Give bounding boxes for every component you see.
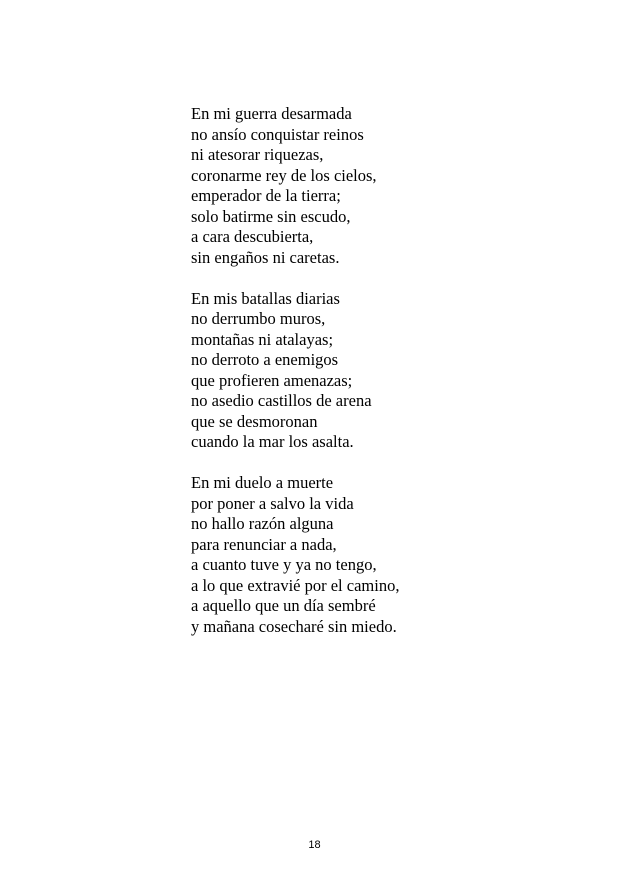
poem-line: no ansío conquistar reinos — [191, 124, 364, 144]
poem-line: ni atesorar riquezas, — [191, 145, 324, 164]
poem-line: sin engaños ni caretas. — [191, 247, 340, 267]
poem-line: que se desmoronan — [191, 411, 318, 431]
poem-line: solo batirme sin escudo, — [191, 206, 351, 226]
poem-line: a cara descubierta, — [191, 227, 314, 246]
poem-line: En mi guerra desarmada — [191, 104, 352, 123]
poem-line: a cuanto tuve y ya no tengo, — [191, 555, 377, 574]
poem-line: En mis batallas diarias — [191, 288, 340, 308]
poem-line: a lo que extravié por el camino, — [191, 575, 400, 595]
stanza-1 — [191, 104, 591, 268]
poem-line: no hallo razón alguna — [191, 514, 334, 533]
poem-line: no asedio castillos de arena — [191, 391, 372, 410]
poem-line: y mañana cosecharé sin miedo. — [191, 616, 397, 636]
poem-line: no derrumbo muros, — [191, 309, 326, 328]
poem-line: coronarme rey de los cielos, — [191, 165, 377, 185]
stanza-2 — [191, 289, 591, 453]
page-number: 18 — [308, 839, 321, 851]
poem-line: para renunciar a nada, — [191, 534, 337, 554]
poem-line: cuando la mar los asalta. — [191, 432, 354, 451]
poem-line: no derroto a enemigos — [191, 350, 339, 369]
poem-line: por poner a salvo la vida — [191, 493, 354, 513]
stanza-3 — [191, 473, 591, 637]
poem-line: En mi duelo a muerte — [191, 473, 334, 492]
poem-line: que profieren amenazas; — [191, 370, 353, 390]
poem-line: emperador de la tierra; — [191, 186, 341, 205]
poem — [191, 104, 591, 658]
poem-line: a aquello que un día sembré — [191, 596, 376, 615]
poem-line: montañas ni atalayas; — [191, 329, 334, 349]
